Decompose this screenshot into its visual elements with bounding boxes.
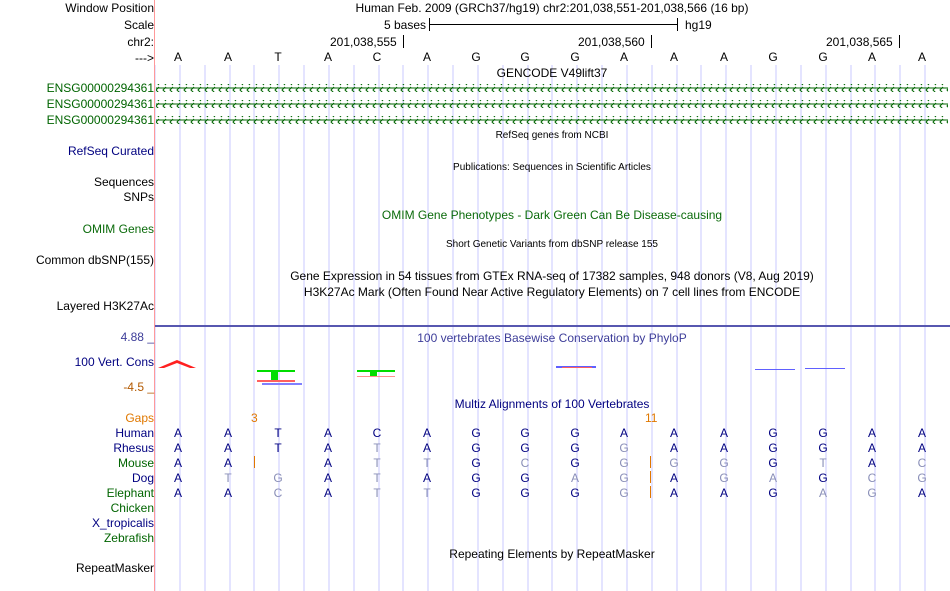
assembly-position-text: Human Feb. 2009 (GRCh37/hg19) chr2:201,038,551-201,038,566 (16 bp) (355, 1, 749, 15)
species-label[interactable]: Chicken (110, 501, 154, 515)
reference-base: G (570, 50, 580, 64)
phylop-min-label: -4.5 _ (123, 380, 154, 394)
alignment-base: T (373, 441, 381, 455)
alignment-base: A (422, 471, 431, 485)
reference-base: A (867, 50, 876, 64)
alignment-base: G (520, 471, 530, 485)
alignment-base: A (173, 456, 182, 470)
scale-text: 5 bases (383, 18, 426, 32)
phylop-conservation-plot[interactable] (0, 350, 950, 395)
alignment-base: G (520, 426, 530, 440)
alignment-base: G (818, 471, 828, 485)
ruler-tick-label: 201,038,565 (826, 35, 893, 49)
species-label[interactable]: Mouse (117, 456, 154, 470)
reference-base: A (173, 50, 182, 64)
alignment-base: A (917, 441, 926, 455)
gencode-gene-features[interactable] (0, 78, 950, 138)
alignment-base: A (719, 441, 728, 455)
phylop-max-label: 4.88 _ (120, 330, 154, 344)
alignment-base: A (173, 441, 182, 455)
insertion-marker (254, 456, 255, 468)
reference-base: A (669, 50, 678, 64)
alignment-base: G (471, 486, 481, 500)
alignment-base: A (719, 486, 728, 500)
phylop-track-title: 100 vertebrates Basewise Conservation by PhyloP (417, 331, 687, 345)
gap-count: 3 (251, 411, 258, 425)
alignment-base: A (917, 486, 926, 500)
multiz-track-title: Multiz Alignments of 100 Vertebrates (454, 397, 650, 411)
refseq-curated-label[interactable]: RefSeq Curated (67, 144, 154, 158)
alignment-base: A (669, 471, 678, 485)
alignment-base: A (323, 426, 332, 440)
reference-base: C (372, 50, 382, 64)
reference-base: G (768, 50, 778, 64)
ruler-tick (899, 35, 900, 48)
scale-label: Scale (123, 18, 154, 32)
alignment-base: G (619, 471, 629, 485)
phylop-bar (357, 370, 395, 377)
alignment-base: G (471, 456, 481, 470)
alignment-base: G (570, 456, 580, 470)
reference-base: G (471, 50, 481, 64)
alignment-base: A (619, 426, 628, 440)
alignment-base: G (818, 441, 828, 455)
alignment-base: G (471, 441, 481, 455)
ruler-tick-label: 201,038,560 (578, 35, 645, 49)
alignment-base: C (372, 426, 382, 440)
common-dbsnp-label[interactable]: Common dbSNP(155) (35, 253, 154, 267)
phylop-bar (257, 370, 302, 385)
gene-feature[interactable] (156, 116, 948, 124)
scale-bar-left-tick (429, 18, 430, 31)
ruler-tick (651, 35, 652, 48)
alignment-base: A (422, 426, 431, 440)
gene-feature[interactable] (156, 100, 948, 108)
reference-base: A (223, 50, 232, 64)
alignment-base: A (223, 426, 232, 440)
alignment-base: A (323, 471, 332, 485)
alignment-base: A (669, 426, 678, 440)
alignment-base: G (867, 486, 877, 500)
alignment-base: G (273, 471, 283, 485)
repeatmasker-label[interactable]: RepeatMasker (75, 561, 154, 575)
alignment-base: T (423, 456, 431, 470)
alignment-base: A (223, 441, 232, 455)
alignment-base: G (768, 456, 778, 470)
alignment-base: G (669, 456, 679, 470)
alignment-base: A (223, 456, 232, 470)
gaps-label[interactable]: Gaps (125, 411, 154, 425)
gtex-track-title: Gene Expression in 54 tissues from GTEx RNA-seq of 17382 samples, 948 donors (V8, Aug 2019) (290, 269, 814, 283)
insertion-marker (650, 471, 651, 483)
alignment-base: A (173, 486, 182, 500)
snps-label[interactable]: SNPs (123, 190, 154, 204)
gap-count: 11 (645, 411, 658, 425)
phylop-peak (158, 360, 196, 368)
ruler-tick (403, 35, 404, 48)
alignment-base: A (719, 426, 728, 440)
conservation-top-line (155, 325, 950, 327)
alignment-base: T (423, 486, 431, 500)
omim-track-title: OMIM Gene Phenotypes - Dark Green Can Be Disease-causing (381, 208, 723, 222)
alignment-base: G (619, 456, 629, 470)
gene-label[interactable]: ENSG00000294361 (46, 81, 154, 95)
alignment-base: T (274, 426, 282, 440)
gene-label[interactable]: ENSG00000294361 (46, 113, 154, 127)
ruler-tick-label: 201,038,555 (330, 35, 397, 49)
scale-bar-right-tick (677, 18, 678, 31)
h3k27ac-track-title: H3K27Ac Mark (Often Found Near Active Regulatory Elements) on 7 cell lines from ENCODE (303, 285, 801, 299)
layered-h3k27ac-label[interactable]: Layered H3K27Ac (56, 299, 154, 313)
alignment-base: A (422, 441, 431, 455)
omim-genes-label[interactable]: OMIM Genes (82, 222, 154, 236)
phylop-bar (755, 368, 845, 370)
alignment-base: A (173, 426, 182, 440)
reference-base: G (520, 50, 530, 64)
alignment-base: G (768, 486, 778, 500)
insertion-marker (650, 486, 651, 498)
alignment-base: G (818, 426, 828, 440)
window-position-label: Window Position (65, 1, 154, 15)
reference-base: A (323, 50, 332, 64)
alignment-base: T (373, 486, 381, 500)
alignment-base: A (917, 426, 926, 440)
species-label[interactable]: X_tropicalis (91, 516, 154, 530)
alignment-base: A (323, 486, 332, 500)
alignment-base: G (520, 486, 530, 500)
gene-label[interactable]: ENSG00000294361 (46, 97, 154, 111)
alignment-base: A (867, 426, 876, 440)
alignment-base: C (867, 471, 877, 485)
species-label[interactable]: Dog (131, 471, 154, 485)
refseq-track-title: RefSeq genes from NCBI (495, 130, 609, 141)
repeatmasker-track-title: Repeating Elements by RepeatMasker (449, 547, 655, 561)
alignment-base: T (224, 471, 232, 485)
alignment-base: A (818, 486, 827, 500)
reference-sequence-row (0, 50, 950, 64)
species-label[interactable]: Human (115, 426, 154, 440)
alignment-base: T (274, 441, 282, 455)
dbsnp-track-title: Short Genetic Variants from dbSNP release 155 (446, 239, 658, 250)
alignment-base: A (223, 486, 232, 500)
alignment-base: A (669, 486, 678, 500)
alignment-base: G (471, 426, 481, 440)
alignment-base: G (619, 486, 629, 500)
alignment-base: A (768, 471, 777, 485)
alignment-base: G (619, 441, 629, 455)
gene-feature[interactable] (156, 84, 948, 92)
species-label[interactable]: Elephant (106, 486, 154, 500)
alignment-base: C (273, 486, 283, 500)
alignment-base: T (819, 456, 827, 470)
alignment-base: A (867, 456, 876, 470)
reference-base: A (719, 50, 728, 64)
alignment-base: A (867, 441, 876, 455)
sequences-label[interactable]: Sequences (93, 175, 154, 189)
alignment-base: C (520, 456, 530, 470)
species-label[interactable]: Zebrafish (103, 531, 154, 545)
alignment-base: G (768, 426, 778, 440)
alignment-base: G (570, 486, 580, 500)
publications-track-title: Publications: Sequences in Scientific Articles (453, 162, 651, 173)
alignment-base: T (373, 456, 381, 470)
alignment-base: A (173, 471, 182, 485)
reference-base: A (619, 50, 628, 64)
insertion-marker (650, 456, 651, 468)
alignment-base: A (669, 441, 678, 455)
reference-base: T (274, 50, 282, 64)
reference-base: G (818, 50, 828, 64)
vertebrate-conservation-label[interactable]: 100 Vert. Cons (74, 355, 154, 369)
alignment-base: G (719, 456, 729, 470)
alignment-base: T (373, 471, 381, 485)
alignment-base: A (323, 456, 332, 470)
alignment-base: G (520, 441, 530, 455)
strand-label: ---> (135, 51, 154, 65)
chromosome-label: chr2: (127, 35, 154, 49)
phylop-bar (556, 366, 596, 368)
reference-base: A (917, 50, 926, 64)
reference-base: A (422, 50, 431, 64)
alignment-base: A (570, 471, 579, 485)
alignment-base: G (570, 441, 580, 455)
species-label[interactable]: Rhesus (113, 441, 154, 455)
alignment-base: G (471, 471, 481, 485)
alignment-base: A (323, 441, 332, 455)
alignment-base: G (570, 426, 580, 440)
alignment-base: C (917, 456, 927, 470)
gencode-track-title: GENCODE V49lift37 (496, 66, 608, 80)
alignment-base: G (768, 441, 778, 455)
genome-label: hg19 (685, 18, 712, 32)
alignment-base: G (917, 471, 927, 485)
alignment-base: G (719, 471, 729, 485)
scale-bar (429, 24, 677, 25)
